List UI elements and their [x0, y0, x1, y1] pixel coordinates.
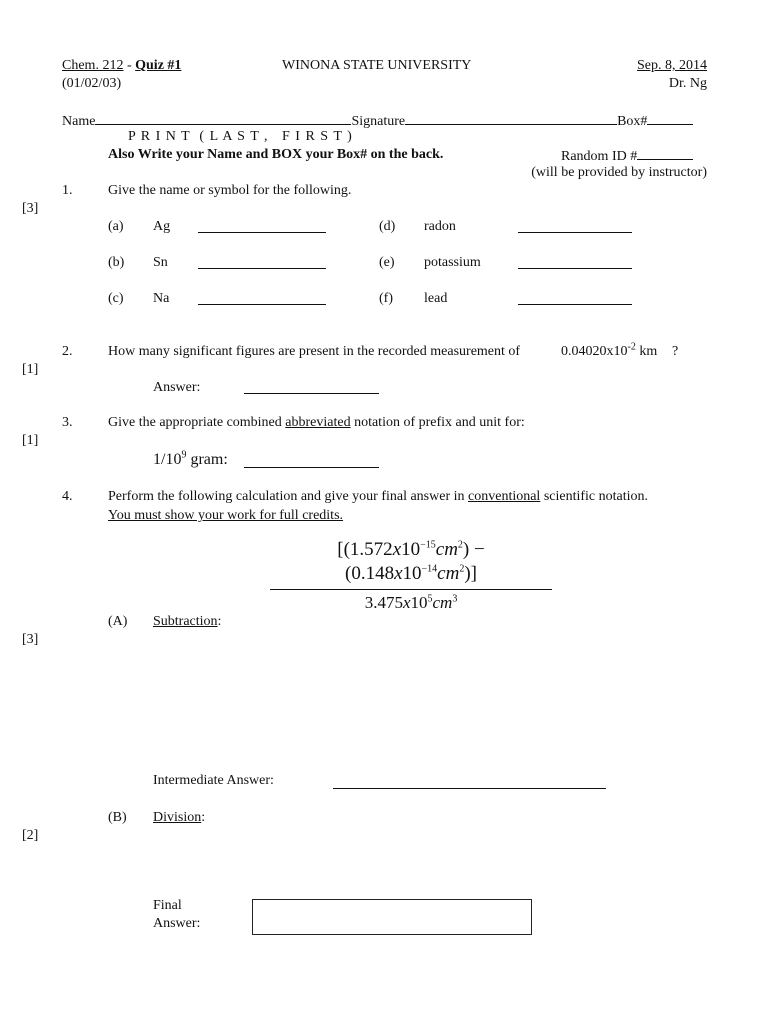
formula-n2: x: [392, 539, 402, 560]
formula-numerator: [270, 538, 552, 590]
q1-item-letter: (b): [108, 255, 125, 270]
q4-prompt-start: Perform the following calculation and give your final answer in: [108, 489, 469, 504]
university-name: WINONA STATE UNIVERSITY: [282, 58, 472, 73]
partB-letter: (B): [108, 810, 127, 825]
name-field[interactable]: [95, 112, 351, 125]
q1b-answer-blank[interactable]: [198, 256, 326, 269]
title-separator: -: [123, 58, 136, 73]
q4-prompt-end: scientific notation.: [540, 489, 649, 504]
q2-points: [1]: [22, 362, 39, 377]
q2-value-base: 0.04020x10: [561, 344, 628, 359]
q4-work-note: You must show your work for full credits.: [108, 508, 344, 523]
q2-question-mark: ?: [672, 344, 679, 359]
q2-answer-label: Answer:: [153, 380, 201, 395]
back-note: Also Write your Name and BOX your Box# on the back.: [108, 147, 444, 162]
q1a-answer-blank[interactable]: [198, 220, 326, 233]
q3-prompt-emphasis: abbreviated: [285, 415, 351, 430]
final-answer-label-line2: Answer:: [153, 916, 201, 931]
q2-value-unit: km: [635, 344, 658, 359]
partA-title-text: Subtraction: [153, 614, 218, 629]
partA-points: [3]: [22, 632, 39, 647]
final-answer-label-line1: Final: [153, 898, 182, 913]
formula-n7: 10: [402, 563, 422, 584]
formula-n4-exp: 2: [457, 539, 463, 551]
q3-points: [1]: [22, 433, 39, 448]
box-label: Box#: [617, 114, 648, 129]
q1-prompt: Give the name or symbol for the following.: [108, 183, 352, 198]
q3-expression-exponent: 9: [181, 449, 187, 461]
q1-item-letter: (a): [108, 219, 124, 234]
partA-letter: (A): [108, 614, 128, 629]
q3-prompt: [108, 415, 525, 431]
q1-item-letter: (c): [108, 291, 124, 306]
q3-expression-unit: gram:: [186, 451, 228, 468]
formula-n7-exp: −14: [421, 563, 438, 575]
q3-prompt-end: notation of prefix and unit for:: [350, 415, 525, 430]
q4-formula: [270, 538, 552, 614]
signature-label: Signature: [351, 114, 406, 129]
q3-prompt-start: Give the appropriate combined: [108, 415, 286, 430]
partB-title-text: Division: [153, 810, 202, 825]
formula-n3-exp: −15: [420, 539, 436, 551]
q1e-answer-blank[interactable]: [518, 256, 632, 269]
final-answer-box[interactable]: [252, 899, 532, 935]
intermediate-answer-label: Intermediate Answer:: [153, 773, 274, 788]
course-code: Chem. 212: [62, 58, 124, 73]
quiz-title: [62, 58, 181, 74]
q4-number: 4.: [62, 489, 73, 504]
q4-prompt: [108, 489, 648, 505]
formula-n8-exp: 2: [459, 563, 465, 575]
formula-n4: cm: [435, 539, 458, 560]
q1-item-letter: (f): [379, 291, 393, 306]
formula-n5: ) − (0.148: [345, 539, 485, 584]
q1d-answer-blank[interactable]: [518, 220, 632, 233]
q3-expression-base: 1/10: [153, 451, 182, 468]
q1-points: [3]: [22, 201, 39, 216]
sections: (01/02/03): [62, 76, 122, 91]
q1-item-term: lead: [424, 291, 448, 306]
q1-item-letter: (e): [379, 255, 395, 270]
partA-title: [153, 614, 221, 630]
q3-expression: [153, 449, 228, 468]
q1-number: 1.: [62, 183, 73, 198]
partB-title-colon: :: [201, 810, 206, 825]
q1-item-term: radon: [424, 219, 456, 234]
intermediate-answer-blank[interactable]: [333, 776, 606, 789]
signature-field[interactable]: [405, 112, 617, 125]
formula-n9: )]: [464, 563, 477, 584]
q2-prompt: How many significant figures are present in the recorded measurement of: [108, 344, 521, 359]
q1-item-term: Na: [153, 291, 170, 306]
random-id: [561, 147, 693, 165]
q1-item-term: Ag: [153, 219, 171, 234]
formula-n1: [(1.572: [337, 539, 393, 560]
q1-item-letter: (d): [379, 219, 396, 234]
q1-item-term: Sn: [153, 255, 168, 270]
formula-d1: 3.475: [364, 593, 403, 612]
q1-item-term: potassium: [424, 255, 481, 270]
q4-prompt-emphasis: conventional: [468, 489, 541, 504]
formula-d3-exp: 5: [427, 593, 433, 605]
q2-value-exponent: -2: [627, 341, 636, 353]
q1c-answer-blank[interactable]: [198, 292, 326, 305]
q3-answer-blank[interactable]: [244, 455, 379, 468]
q2-number: 2.: [62, 344, 73, 359]
partB-points: [2]: [22, 828, 39, 843]
formula-d4: cm: [432, 593, 453, 612]
random-id-field[interactable]: [637, 147, 693, 160]
quiz-number: Quiz #1: [135, 58, 182, 73]
print-hint: P R I N T ( L A S T , F I R S T ): [128, 129, 353, 144]
quiz-date: Sep. 8, 2014: [637, 58, 707, 73]
random-id-label: Random ID #: [561, 149, 638, 164]
q3-number: 3.: [62, 415, 73, 430]
formula-n3: 10: [401, 539, 421, 560]
partA-title-colon: :: [217, 614, 222, 629]
name-label: Name: [62, 114, 96, 129]
box-number-field[interactable]: [647, 112, 693, 125]
partB-title: [153, 810, 205, 826]
q1f-answer-blank[interactable]: [518, 292, 632, 305]
formula-d3: 10: [410, 593, 428, 612]
formula-n6: x: [394, 563, 403, 584]
q2-measurement: [561, 341, 658, 360]
random-id-note: (will be provided by instructor): [531, 165, 707, 180]
formula-n8: cm: [437, 563, 460, 584]
q2-answer-blank[interactable]: [244, 381, 379, 394]
formula-d2: x: [402, 593, 411, 612]
identity-line: [62, 112, 693, 130]
instructor-name: Dr. Ng: [668, 76, 707, 91]
formula-denominator: [270, 592, 552, 614]
formula-d4-exp: 3: [452, 593, 458, 605]
